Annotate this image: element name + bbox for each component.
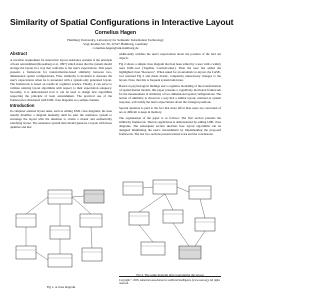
right-column (119, 52, 221, 138)
class-box (195, 218, 215, 231)
paper-title: Similarity of Spatial Configurations in Interactive Layout (10, 17, 234, 27)
figure-1-caption: Fig 1. A class diagram (46, 285, 76, 289)
figure-1-class-diagram (10, 186, 112, 280)
left-column (10, 52, 112, 131)
figure-2-caption: Fig 2. The same diagram after rearranging the layout (136, 273, 204, 277)
class-box (163, 210, 183, 223)
class-box (16, 214, 36, 227)
introduction-heading: Introduction (10, 102, 35, 108)
class-box (50, 226, 70, 239)
class-box (189, 186, 211, 199)
body-paragraph: Based on psychological findings and a cognitive modelling of the transformation of spatial mental models, this paper presents a cognitively motivated framework for the measurement of similarity of two-dimensional spatial configurations. The notion of similarity is chosen in a way that a similar layout, returned as system response, will satisfy the user's expectations about the arranged positions. (119, 84, 221, 105)
body-paragraph: The organisation of the paper is as follows: The first section presents the similarity framework. Then its application is demonstrated by editing UML class diagrams. The subsequent section sketches how layout algorithms can be designed minimizing the user's astonishment by implementing the proposed framework. The last two sections present related work and the conclusions. (119, 116, 221, 137)
body-paragraph: Special attention is paid to the fact that more effort than users are concerned of are as difficult to keep in memory. (119, 106, 221, 115)
class-box (141, 242, 165, 255)
author-name: Cornelius Hagen (94, 30, 137, 36)
abstract-heading: Abstract (10, 51, 27, 56)
class-box (80, 214, 102, 227)
class-box-highlighted (179, 246, 201, 259)
introduction-text: In computer assisted layout tasks, such as editing UML class diagrams, the tune usually modifies a diagram manually until he asks the assistance system to rearrange the layout with the intention to obtain a clearer and aesthetically satisfying layout. The assistance system then should generate a layout with those qualities and that (10, 109, 112, 130)
body-paragraph: Fig 2 shows a simple class diagram that had been edited by a user with a widely used UML-tool (Together ControlCenter). Then the user has added the highlighted class "Resource". When asked for an automatic re-layout, the CASE-tool returned Fig 2 and made drastic, completely unnecessary changes to the layout. Note, that this is frequent system behaviour. (119, 62, 221, 83)
email-address: cornelius.hagen@uni-hamburg.de (92, 46, 139, 51)
affiliation-line: Vogt-Koelln-Str. 30, 22527 Hamburg, Germany (83, 42, 148, 47)
class-box (129, 212, 149, 225)
class-box (48, 254, 72, 267)
affiliation-block (10, 38, 221, 50)
abstract-text: A tractable requirement for interactive layout assistance systems is the principle of least astonishment (Rosenberg et al. 1997) which states that the system should arrange the layout in a way that conforms to the user's expectations. This paper presents a framework for transformation-based similarity between two-dimensional spatial configurations. First, similarity is modeled to measure the user's expectations when he is presented with a system-only generated layout. The framework is based on results in cognitive science. Finally, it can serve to validate existing layout algorithms with respect to their expectation adequacy. Secondly, it is demonstrated how it can be used to design new algorithms respecting the principle of least astonishment. The practical use of the framework is illustrated with UML class diagrams as a sample domain. (10, 57, 112, 102)
body-paragraph: additionally satisfies the user's expectations about the position of the laid out objects. (119, 52, 221, 61)
class-box (153, 180, 177, 194)
footnote-rule (119, 276, 221, 277)
affiliation-line: Hamburg University, Laboratory for Semantic Information Technology (67, 38, 164, 42)
class-box (123, 182, 143, 195)
copyright-notice: Copyright © 2005, American Association for Artificial Intelligence (www.aaai.org). All rights reserved. (119, 279, 220, 286)
figure-2-rearranged-diagram (119, 176, 221, 274)
class-box-highlighted (84, 190, 104, 203)
class-box (82, 248, 102, 261)
class-box (48, 190, 72, 204)
class-box (16, 246, 36, 259)
